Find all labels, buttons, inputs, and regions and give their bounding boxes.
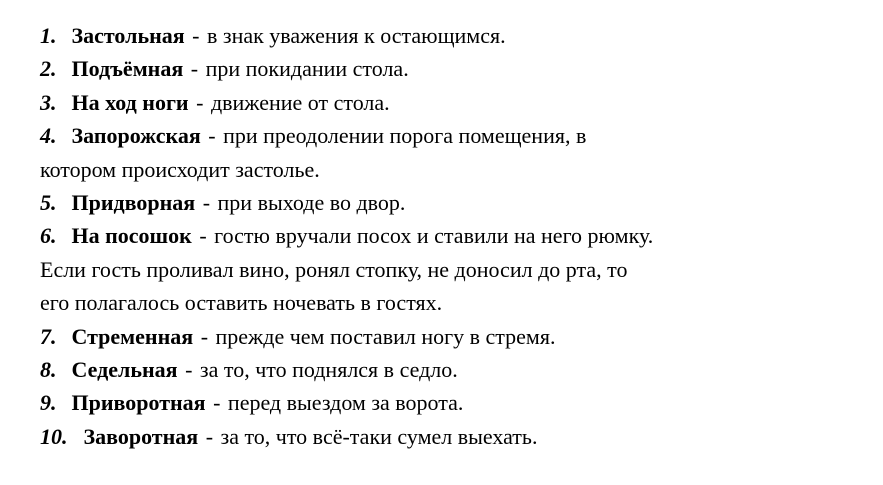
list-item: [40, 353, 870, 386]
item-separator: -: [197, 189, 216, 215]
item-separator: -: [179, 356, 198, 382]
item-description: прежде чем поставил ногу в стремя.: [215, 323, 556, 349]
item-description: за то, что поднялся в седло.: [199, 356, 458, 382]
item-number: 7.: [40, 323, 57, 349]
item-number: 8.: [40, 356, 57, 382]
item-description: при выходе во двор.: [217, 189, 406, 215]
item-term: Запорожская: [71, 123, 201, 149]
item-separator: -: [202, 123, 222, 149]
list-item: [40, 19, 870, 52]
item-description: за то, что всё-таки сумел выехать.: [220, 423, 538, 449]
item-separator: -: [207, 390, 226, 416]
item-separator: -: [185, 56, 204, 82]
item-number: 6.: [40, 223, 57, 249]
item-description: движение от стола.: [210, 89, 390, 115]
item-description: перед выездом за ворота.: [227, 390, 464, 416]
item-separator: -: [200, 423, 219, 449]
list-item: [40, 320, 870, 353]
item-term: Придворная: [71, 189, 196, 215]
item-number: 9.: [40, 390, 57, 416]
item-number: 3.: [40, 89, 57, 115]
list-item: [40, 420, 870, 453]
item-term: На ход ноги: [71, 89, 189, 115]
item-number: 1.: [40, 23, 57, 48]
toast-list: [40, 19, 870, 453]
item-term: На посошок: [71, 223, 192, 249]
list-item: [40, 186, 870, 219]
item-continuation: Если гость проливал вино, ронял стопку, не доносил до рта, то: [40, 256, 628, 282]
item-description: гостю вручали посох и ставили на него рюмку.: [214, 223, 654, 249]
item-number: 4.: [40, 123, 57, 149]
item-term: Застольная: [71, 23, 185, 48]
item-term: Заворотная: [83, 423, 199, 449]
item-term: Приворотная: [71, 390, 206, 416]
item-description: в знак уважения к остающимся.: [207, 23, 506, 48]
item-description: при покидании стола.: [205, 56, 409, 82]
item-term: Стременная: [71, 323, 194, 349]
item-number: 5.: [40, 189, 57, 215]
item-continuation: котором происходит застолье.: [40, 156, 320, 182]
list-item: [40, 219, 870, 252]
list-item: [40, 386, 870, 419]
item-term: Подъёмная: [71, 56, 184, 82]
item-separator: -: [186, 23, 205, 48]
list-item: [40, 119, 870, 152]
item-number: 2.: [40, 56, 57, 82]
item-separator: -: [195, 323, 214, 349]
item-number: 10.: [40, 423, 68, 449]
list-item: [40, 86, 870, 119]
item-term: Седельная: [71, 356, 178, 382]
list-item: [40, 52, 870, 85]
item-description: при преодолении порога помещения, в: [223, 123, 587, 149]
item-separator: -: [190, 89, 209, 115]
item-separator: -: [193, 223, 213, 249]
item-continuation: его полагалось оставить ночевать в гостях.: [40, 290, 443, 316]
